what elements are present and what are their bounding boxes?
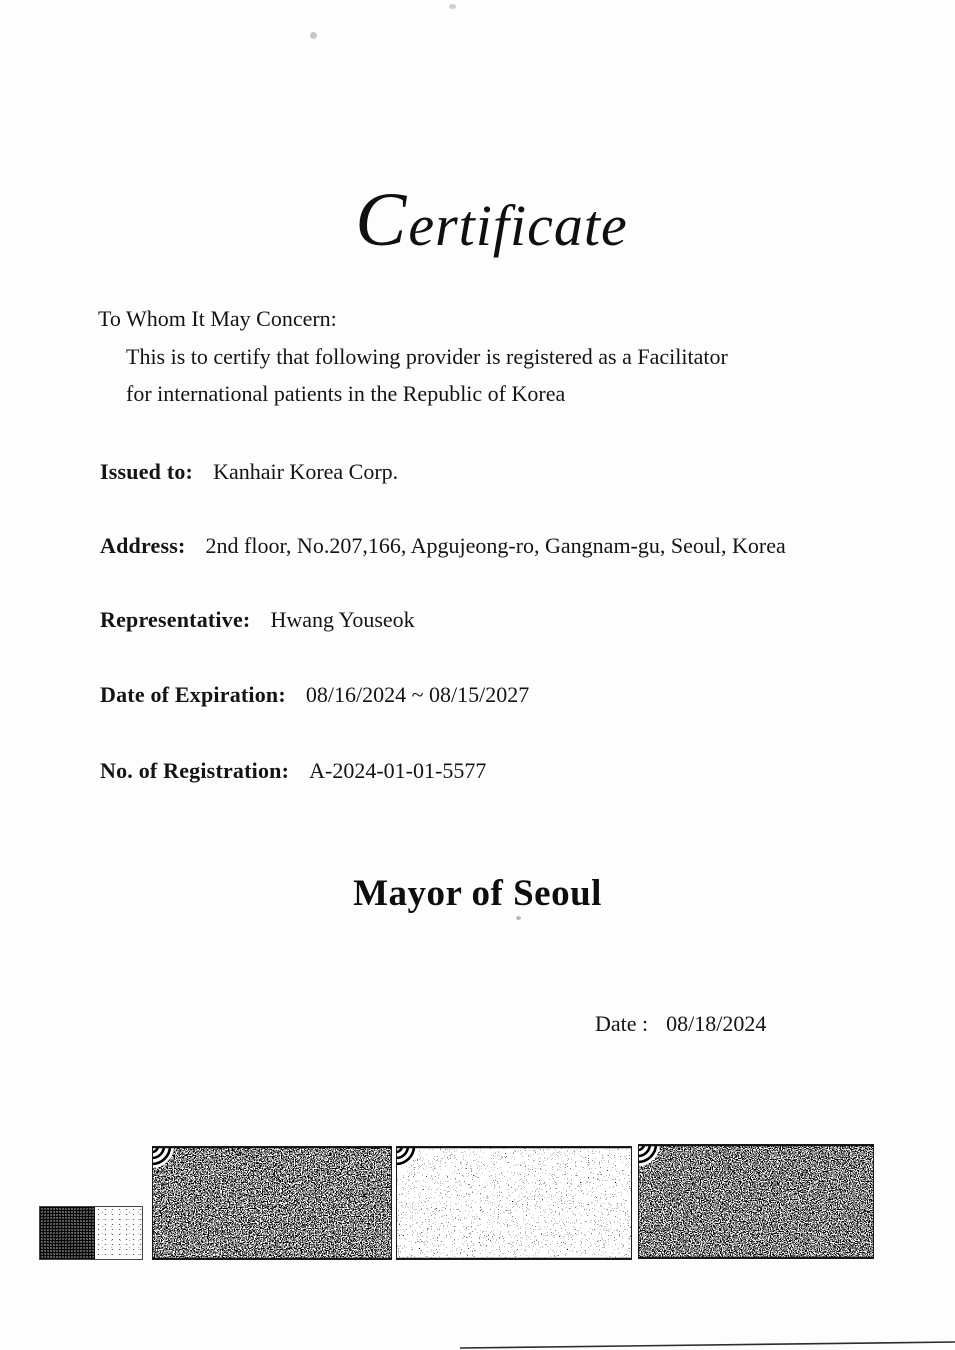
field-label: Representative: xyxy=(100,607,251,632)
small-corner-noise-block xyxy=(40,1207,142,1259)
scan-speck xyxy=(449,4,456,9)
scan-noise-block-3 xyxy=(638,1144,874,1259)
dense-hatch-half xyxy=(40,1207,95,1259)
field-label: Issued to: xyxy=(100,459,194,484)
signature-mayor-of-seoul: Mayor of Seoul xyxy=(353,873,602,914)
scan-speck xyxy=(310,32,317,39)
field-date-of-expiration xyxy=(100,682,529,708)
field-value: 08/16/2024 ~ 08/15/2027 xyxy=(305,682,530,707)
bottom-scan-line xyxy=(458,1336,955,1350)
field-no-of-registration xyxy=(100,758,486,784)
certificate-title: Certificate xyxy=(355,177,628,262)
scan-noise-block-2 xyxy=(396,1146,632,1260)
field-label: Date of Expiration: xyxy=(100,682,286,707)
field-address xyxy=(100,533,786,559)
salutation-text: To Whom It May Concern: xyxy=(98,306,337,331)
scan-noise-block-1 xyxy=(152,1146,392,1260)
field-value: A-2024-01-01-5577 xyxy=(309,758,487,783)
body-text-line-2: for international patients in the Republic of Korea xyxy=(126,381,566,406)
field-label: Address: xyxy=(100,533,186,558)
field-value: Hwang Youseok xyxy=(270,607,415,632)
field-label: No. of Registration: xyxy=(100,758,290,783)
body-text-line-1: This is to certify that following provider is registered as a Facilitator xyxy=(126,344,728,369)
date-label: Date : xyxy=(595,1011,649,1036)
scan-speck xyxy=(516,916,521,920)
date-line xyxy=(595,1011,766,1037)
field-issued-to xyxy=(100,459,398,485)
date-value: 08/18/2024 xyxy=(666,1011,767,1036)
sparse-speckle-half xyxy=(95,1207,142,1259)
field-representative xyxy=(100,607,415,633)
field-value: 2nd floor, No.207,166, Apgujeong-ro, Gangnam-gu, Seoul, Korea xyxy=(205,533,786,558)
field-value: Kanhair Korea Corp. xyxy=(213,459,399,484)
